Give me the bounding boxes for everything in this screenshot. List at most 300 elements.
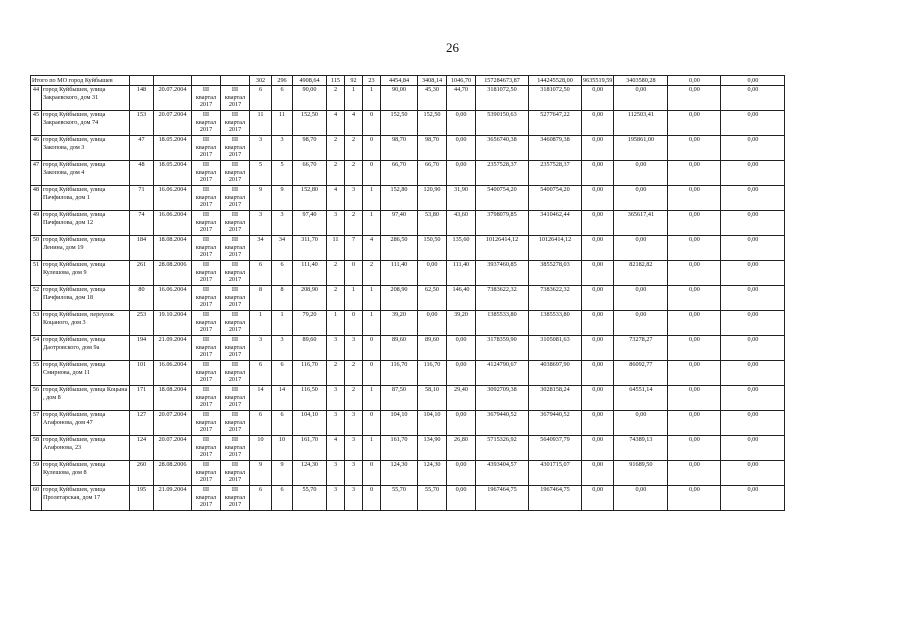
- table-cell: 116,50: [293, 386, 327, 411]
- table-cell: 0,00: [668, 461, 721, 486]
- table-cell: 135,60: [447, 236, 476, 261]
- table-cell: 2: [327, 361, 345, 386]
- row-number: 45: [31, 111, 42, 136]
- table-cell: 3181072,50: [476, 86, 529, 111]
- table-cell: 8: [272, 286, 293, 311]
- table-cell: 18.08.2004: [154, 236, 192, 261]
- table-cell: 5: [272, 161, 293, 186]
- table-cell: 3: [327, 386, 345, 411]
- table-cell: 2: [327, 286, 345, 311]
- table-row: [31, 411, 785, 436]
- table-cell: 152,50: [293, 111, 327, 136]
- table-cell: 3460879,38: [529, 136, 582, 161]
- table-cell: 120,90: [418, 186, 447, 211]
- table-cell: 3: [327, 336, 345, 361]
- table-cell: 253: [130, 311, 154, 336]
- table-row: [31, 461, 785, 486]
- table-cell: 111,40: [447, 261, 476, 286]
- table-cell: 5400754,20: [476, 186, 529, 211]
- table-cell: 0,00: [668, 161, 721, 186]
- table-cell: 153: [130, 111, 154, 136]
- table-cell: 0: [363, 361, 381, 386]
- table-cell: 1: [363, 311, 381, 336]
- table-cell: 9: [272, 461, 293, 486]
- quarter-cell: III квартал 2017: [192, 211, 221, 236]
- table-cell: 0,00: [668, 361, 721, 386]
- table-cell: 0,00: [668, 261, 721, 286]
- table-cell: 26,80: [447, 436, 476, 461]
- table-cell: 3: [250, 211, 272, 236]
- table-cell: 45,30: [418, 86, 447, 111]
- table-cell: 3937460,85: [476, 261, 529, 286]
- table-cell: 6: [250, 361, 272, 386]
- table-cell: 97,40: [293, 211, 327, 236]
- quarter-cell: III квартал 2017: [221, 211, 250, 236]
- table-cell: 0,00: [614, 161, 668, 186]
- table-cell: 4: [345, 111, 363, 136]
- table-cell: 0: [345, 261, 363, 286]
- table-cell: 124: [130, 436, 154, 461]
- table-row: [31, 161, 785, 186]
- table-cell: 55,70: [418, 486, 447, 511]
- table-cell: 2: [327, 136, 345, 161]
- table-cell: 3855278,03: [529, 261, 582, 286]
- table-cell: 194: [130, 336, 154, 361]
- table-cell: 3: [345, 436, 363, 461]
- table-cell: 6: [250, 411, 272, 436]
- table-cell: 55,70: [293, 486, 327, 511]
- table-cell: 0: [363, 136, 381, 161]
- quarter-cell: III квартал 2017: [221, 486, 250, 511]
- table-cell: 0,00: [418, 261, 447, 286]
- table-cell: 195: [130, 486, 154, 511]
- table-cell: 152,80: [381, 186, 418, 211]
- table-cell: 208,90: [381, 286, 418, 311]
- table-cell: 8: [250, 286, 272, 311]
- table-cell: 0,00: [668, 336, 721, 361]
- table-cell: 3: [327, 211, 345, 236]
- table-cell: 18.08.2004: [154, 386, 192, 411]
- table-cell: 3028158,24: [529, 386, 582, 411]
- table-cell: 47: [130, 136, 154, 161]
- table-cell: 0,00: [582, 136, 614, 161]
- table-cell: 3178359,90: [476, 336, 529, 361]
- table-cell: 0,00: [668, 186, 721, 211]
- table-cell: 64551,14: [614, 386, 668, 411]
- table-cell: 0,00: [582, 461, 614, 486]
- table-cell: 89,60: [381, 336, 418, 361]
- table-cell: 0,00: [582, 261, 614, 286]
- table-cell: 3: [272, 336, 293, 361]
- row-number: 57: [31, 411, 42, 436]
- table-cell: 111,40: [381, 261, 418, 286]
- table-cell: 0,00: [582, 336, 614, 361]
- table-cell: 0,00: [582, 411, 614, 436]
- total-cell: [154, 76, 192, 86]
- table-cell: 0,00: [418, 311, 447, 336]
- table-cell: 311,70: [293, 236, 327, 261]
- table-cell: 11: [327, 236, 345, 261]
- table-cell: 6: [250, 86, 272, 111]
- table-cell: 39,20: [447, 311, 476, 336]
- address-cell: город Куйбышев, улица Закраевского, дом 31: [42, 86, 130, 111]
- table-cell: 6: [250, 486, 272, 511]
- table-cell: 11: [272, 111, 293, 136]
- table-cell: 91689,50: [614, 461, 668, 486]
- quarter-cell: III квартал 2017: [192, 86, 221, 111]
- total-cell: [130, 76, 154, 86]
- quarter-cell: III квартал 2017: [221, 236, 250, 261]
- table-cell: 89,60: [418, 336, 447, 361]
- address-cell: город Куйбышев, улица Ленина, дом 19: [42, 236, 130, 261]
- quarter-cell: III квартал 2017: [221, 461, 250, 486]
- table-cell: 53,80: [418, 211, 447, 236]
- quarter-cell: III квартал 2017: [221, 111, 250, 136]
- table-cell: 4038697,90: [529, 361, 582, 386]
- table-cell: 87,50: [381, 386, 418, 411]
- table-cell: 184: [130, 236, 154, 261]
- table-cell: 0,00: [721, 236, 785, 261]
- table-cell: 71: [130, 186, 154, 211]
- table-cell: 3: [250, 136, 272, 161]
- total-cell: 4454,84: [381, 76, 418, 86]
- table-cell: 104,10: [418, 411, 447, 436]
- table-cell: 1: [345, 86, 363, 111]
- table-cell: 3656740,38: [476, 136, 529, 161]
- total-cell: 0,00: [668, 76, 721, 86]
- table-cell: 1: [363, 86, 381, 111]
- table-cell: 3092709,38: [476, 386, 529, 411]
- table-cell: 0,00: [721, 86, 785, 111]
- table-cell: 4301715,07: [529, 461, 582, 486]
- table-cell: 3: [345, 461, 363, 486]
- table-cell: 0,00: [721, 311, 785, 336]
- table-row: [31, 436, 785, 461]
- table-cell: 98,70: [418, 136, 447, 161]
- row-number: 58: [31, 436, 42, 461]
- quarter-cell: III квартал 2017: [221, 136, 250, 161]
- table-cell: 6: [272, 411, 293, 436]
- table-cell: 2: [345, 211, 363, 236]
- table-cell: 7: [345, 236, 363, 261]
- table-cell: 0,00: [721, 111, 785, 136]
- quarter-cell: III квартал 2017: [192, 111, 221, 136]
- table-cell: 1: [327, 311, 345, 336]
- row-number: 59: [31, 461, 42, 486]
- address-cell: город Куйбышев, улица Пачфилова, дом 18: [42, 286, 130, 311]
- quarter-cell: III квартал 2017: [221, 286, 250, 311]
- table-cell: 2: [327, 161, 345, 186]
- table-cell: 0,00: [614, 411, 668, 436]
- table-cell: 0: [345, 311, 363, 336]
- table-row: [31, 361, 785, 386]
- quarter-cell: III квартал 2017: [221, 86, 250, 111]
- quarter-cell: III квартал 2017: [192, 411, 221, 436]
- table-cell: 3: [327, 411, 345, 436]
- resettlement-table: [30, 75, 785, 511]
- table-cell: 3: [345, 486, 363, 511]
- table-cell: 104,10: [381, 411, 418, 436]
- address-cell: город Куйбышев, улица Смирнова, дом 11: [42, 361, 130, 386]
- table-cell: 31,90: [447, 186, 476, 211]
- table-cell: 20.07.2004: [154, 111, 192, 136]
- table-cell: 20.07.2004: [154, 86, 192, 111]
- table-cell: 0,00: [721, 486, 785, 511]
- table-cell: 101: [130, 361, 154, 386]
- table-cell: 0,00: [582, 286, 614, 311]
- row-number: 44: [31, 86, 42, 111]
- table-cell: 28.08.2006: [154, 461, 192, 486]
- table-cell: 2: [345, 386, 363, 411]
- table-cell: 3: [272, 211, 293, 236]
- quarter-cell: III квартал 2017: [221, 436, 250, 461]
- table-cell: 3181072,50: [529, 86, 582, 111]
- table-cell: 0,00: [668, 436, 721, 461]
- table-cell: 124,30: [293, 461, 327, 486]
- total-cell: 3403580,28: [614, 76, 668, 86]
- table-cell: 7383622,32: [476, 286, 529, 311]
- quarter-cell: III квартал 2017: [192, 186, 221, 211]
- table-cell: 2357528,37: [476, 161, 529, 186]
- table-cell: 0: [363, 161, 381, 186]
- table-cell: 5400754,20: [529, 186, 582, 211]
- table-cell: 6: [272, 486, 293, 511]
- quarter-cell: III квартал 2017: [192, 161, 221, 186]
- table-cell: 9: [250, 461, 272, 486]
- table-cell: 2: [327, 261, 345, 286]
- table-cell: 11: [250, 111, 272, 136]
- table-cell: 0: [363, 336, 381, 361]
- table-cell: 5640937,79: [529, 436, 582, 461]
- table-cell: 195861,00: [614, 136, 668, 161]
- table-cell: 0,00: [582, 361, 614, 386]
- quarter-cell: III квартал 2017: [192, 236, 221, 261]
- table-cell: 3410462,44: [529, 211, 582, 236]
- table-cell: 0: [363, 411, 381, 436]
- table-cell: 0,00: [447, 111, 476, 136]
- table-cell: 14: [272, 386, 293, 411]
- table-cell: 1: [345, 286, 363, 311]
- total-cell: [192, 76, 221, 86]
- table-row: [31, 486, 785, 511]
- table-cell: 6: [272, 361, 293, 386]
- table-cell: 0,00: [721, 436, 785, 461]
- table-cell: 0,00: [582, 111, 614, 136]
- table-cell: 4124790,67: [476, 361, 529, 386]
- table-cell: 134,90: [418, 436, 447, 461]
- table-cell: 104,10: [293, 411, 327, 436]
- table-cell: 0,00: [668, 236, 721, 261]
- table-row: [31, 211, 785, 236]
- table-cell: 4: [363, 236, 381, 261]
- table-cell: 0,00: [721, 386, 785, 411]
- quarter-cell: III квартал 2017: [192, 461, 221, 486]
- table-cell: 16.06.2004: [154, 211, 192, 236]
- table-cell: 39,20: [381, 311, 418, 336]
- table-cell: 0,00: [668, 486, 721, 511]
- address-cell: город Куйбышев, улица Пачфилова, дом 12: [42, 211, 130, 236]
- total-row: [31, 76, 785, 86]
- table-cell: 3105081,63: [529, 336, 582, 361]
- table-cell: 90,00: [293, 86, 327, 111]
- total-cell: 1046,70: [447, 76, 476, 86]
- table-cell: 0,00: [447, 486, 476, 511]
- row-number: 51: [31, 261, 42, 286]
- table-cell: 152,50: [418, 111, 447, 136]
- table-cell: 171: [130, 386, 154, 411]
- table-cell: 208,90: [293, 286, 327, 311]
- table-cell: 124,30: [381, 461, 418, 486]
- table-cell: 0,00: [721, 286, 785, 311]
- table-cell: 74: [130, 211, 154, 236]
- table-cell: 0,00: [614, 311, 668, 336]
- address-cell: город Куйбышев, улица Даотровского, дом 9а: [42, 336, 130, 361]
- table-row: [31, 186, 785, 211]
- table-cell: 44,70: [447, 86, 476, 111]
- table-cell: 0,00: [721, 161, 785, 186]
- table-cell: 1967464,75: [476, 486, 529, 511]
- table-cell: 1: [363, 286, 381, 311]
- table-cell: 14: [250, 386, 272, 411]
- table-cell: 5715326,92: [476, 436, 529, 461]
- table-row: [31, 286, 785, 311]
- table-cell: 2357528,37: [529, 161, 582, 186]
- table-cell: 6: [250, 261, 272, 286]
- table-cell: 152,80: [293, 186, 327, 211]
- table-cell: 3798079,85: [476, 211, 529, 236]
- table-cell: 0,00: [721, 261, 785, 286]
- table-cell: 21.09.2004: [154, 486, 192, 511]
- table-cell: 3679440,52: [476, 411, 529, 436]
- quarter-cell: III квартал 2017: [192, 261, 221, 286]
- table-cell: 34: [250, 236, 272, 261]
- table-cell: 4: [327, 186, 345, 211]
- table-cell: 66,70: [418, 161, 447, 186]
- table-cell: 0,00: [447, 461, 476, 486]
- table-cell: 0,00: [721, 211, 785, 236]
- table-cell: 80: [130, 286, 154, 311]
- table-cell: 19.10.2004: [154, 311, 192, 336]
- total-cell: [221, 76, 250, 86]
- table-cell: 4: [327, 436, 345, 461]
- table-cell: 34: [272, 236, 293, 261]
- table-cell: 16.06.2004: [154, 186, 192, 211]
- table-cell: 0,00: [721, 411, 785, 436]
- table-cell: 6: [272, 261, 293, 286]
- quarter-cell: III квартал 2017: [221, 336, 250, 361]
- row-number: 50: [31, 236, 42, 261]
- table-cell: 116,70: [381, 361, 418, 386]
- table-cell: 86092,77: [614, 361, 668, 386]
- table-cell: 0,00: [668, 111, 721, 136]
- quarter-cell: III квартал 2017: [221, 386, 250, 411]
- table-cell: 3: [345, 411, 363, 436]
- table-cell: 0,00: [721, 361, 785, 386]
- table-cell: 116,70: [418, 361, 447, 386]
- total-cell: 302: [250, 76, 272, 86]
- table-cell: 0,00: [614, 286, 668, 311]
- address-cell: город Куйбышев, улица Агафонова, дом 47: [42, 411, 130, 436]
- table-cell: 66,70: [293, 161, 327, 186]
- table-row: [31, 311, 785, 336]
- address-cell: город Куйбышев, улица Пролетарская, дом 17: [42, 486, 130, 511]
- table-cell: 5: [250, 161, 272, 186]
- table-cell: 0: [363, 461, 381, 486]
- table-cell: 16.06.2004: [154, 286, 192, 311]
- total-cell: 92: [345, 76, 363, 86]
- table-cell: 111,40: [293, 261, 327, 286]
- quarter-cell: III квартал 2017: [221, 361, 250, 386]
- address-cell: город Куйбышев, улица Коцына , дом 8: [42, 386, 130, 411]
- address-cell: город Куйбышев, улица Кулешова, дом 8: [42, 461, 130, 486]
- quarter-cell: III квартал 2017: [221, 161, 250, 186]
- table-cell: 1967464,75: [529, 486, 582, 511]
- table-cell: 5277647,22: [529, 111, 582, 136]
- table-cell: 124,30: [418, 461, 447, 486]
- table-cell: 28.08.2006: [154, 261, 192, 286]
- table-cell: 1: [363, 186, 381, 211]
- table-cell: 48: [130, 161, 154, 186]
- table-cell: 0,00: [447, 136, 476, 161]
- quarter-cell: III квартал 2017: [221, 311, 250, 336]
- table-cell: 161,70: [381, 436, 418, 461]
- table-cell: 4: [327, 111, 345, 136]
- table-cell: 0,00: [668, 136, 721, 161]
- table-cell: 0,00: [582, 86, 614, 111]
- table-cell: 0: [363, 486, 381, 511]
- table-cell: 260: [130, 461, 154, 486]
- table-cell: 3: [345, 336, 363, 361]
- row-number: 47: [31, 161, 42, 186]
- table-cell: 0,00: [721, 461, 785, 486]
- table-cell: 0,00: [721, 186, 785, 211]
- table-cell: 18.05.2004: [154, 136, 192, 161]
- address-cell: город Куйбышев, улица Кулешова, дом 9: [42, 261, 130, 286]
- table-row: [31, 236, 785, 261]
- table-cell: 74389,13: [614, 436, 668, 461]
- table-cell: 0,00: [614, 186, 668, 211]
- table-cell: 9: [250, 186, 272, 211]
- address-cell: город Куйбышев, улица Пачфилова, дом 1: [42, 186, 130, 211]
- table-cell: 3: [327, 486, 345, 511]
- table-cell: 2: [327, 86, 345, 111]
- table-cell: 1: [272, 311, 293, 336]
- table-cell: 66,70: [381, 161, 418, 186]
- table-cell: 90,00: [381, 86, 418, 111]
- table-row: [31, 386, 785, 411]
- table-cell: 0,00: [582, 211, 614, 236]
- table-cell: 3: [272, 136, 293, 161]
- table-cell: 98,70: [381, 136, 418, 161]
- total-cell: 23: [363, 76, 381, 86]
- table-cell: 0,00: [582, 436, 614, 461]
- table-cell: 7383622,32: [529, 286, 582, 311]
- table-row: [31, 86, 785, 111]
- address-cell: город Куйбышев, улица Агафонова, 23: [42, 436, 130, 461]
- quarter-cell: III квартал 2017: [192, 436, 221, 461]
- table-cell: 1: [363, 436, 381, 461]
- table-cell: 0,00: [582, 486, 614, 511]
- table-cell: 58,10: [418, 386, 447, 411]
- table-cell: 0,00: [447, 361, 476, 386]
- table-cell: 0,00: [614, 236, 668, 261]
- table-cell: 62,50: [418, 286, 447, 311]
- total-label: Итого по МО город Куйбышев: [31, 76, 130, 86]
- address-cell: город Куйбышев, улица Закопова, дом 3: [42, 136, 130, 161]
- total-cell: 4908,64: [293, 76, 327, 86]
- table-cell: 112503,41: [614, 111, 668, 136]
- quarter-cell: III квартал 2017: [221, 411, 250, 436]
